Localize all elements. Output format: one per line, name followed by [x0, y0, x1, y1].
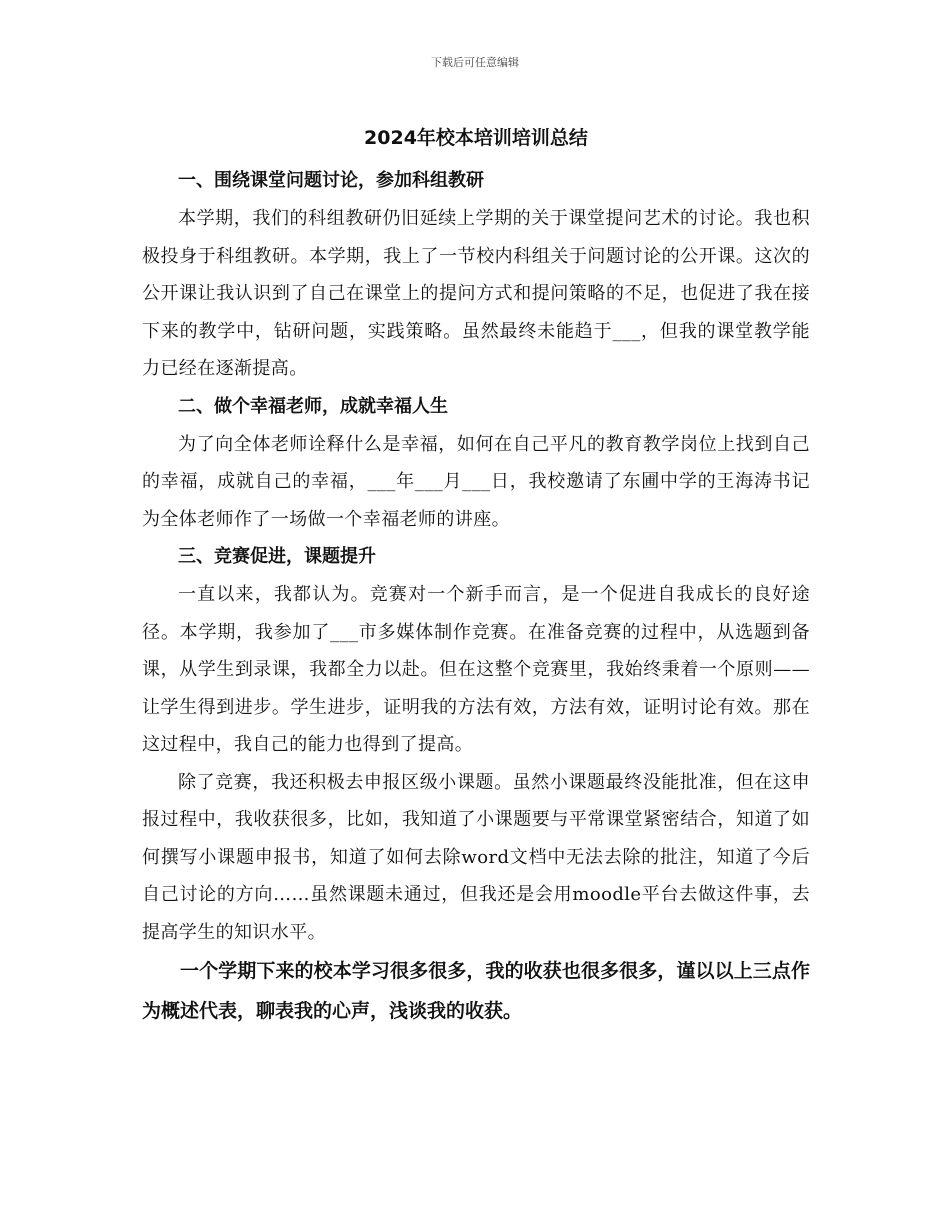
- section-paragraph: 本学期，我们的科组教研仍旧延续上学期的关于课堂提问艺术的讨论。我也积极投身于科组教研。本学期，我上了一节校内科组关于问题讨论的公开课。这次的公开课让我认识到了自己在课堂上的提问方式和提问策略的不足，也促进了我在接下来的教学中，钻研问题，实践策略。虽然最终未能趋于___，但我的课堂教学能力已经在逐渐提高。: [142, 208, 810, 379]
- page-header-note: 下载后可任意编辑: [431, 56, 519, 69]
- section-heading: 二、做个幸福老师，成就幸福人生: [178, 395, 448, 417]
- section-2: [142, 388, 810, 539]
- section-heading: 一、围绕课堂问题讨论，参加科组教研: [178, 170, 484, 191]
- section-heading: 三、竞赛促进，课题提升: [178, 546, 376, 567]
- document-body: [142, 118, 810, 1031]
- document-title: 2024年校本培训培训总结: [364, 127, 588, 149]
- section-paragraph: 除了竞赛，我还积极去申报区级小课题。虽然小课题最终没能批准，但在这申报过程中，我收获很多，比如，我知道了小课题要与平常课堂紧密结合，知道了如何撰写小课题申报书，知道了如何去除word文档中无法去除的批注，知道了今后自己讨论的方向……虽然课题未通过，但我还是会用moodle平台去做这件事，去提高学生的知识水平。: [142, 771, 810, 943]
- section-3: [142, 538, 810, 951]
- section-paragraph: 为了向全体老师诠释什么是幸福，如何在自己平凡的教育教学岗位上找到自己的幸福，成就自己的幸福，___年___月___日，我校邀请了东圃中学的王海涛书记为全体老师作了一场做一个幸福老师的讲座。: [142, 433, 810, 530]
- section-1: [142, 162, 810, 388]
- closing-paragraph: 一个学期下来的校本学习很多很多，我的收获也很多很多，谨以以上三点作为概述代表，聊表我的心声，浅谈我的收获。: [142, 960, 810, 1022]
- section-paragraph: 一直以来，我都认为。竞赛对一个新手而言，是一个促进自我成长的良好途径。本学期，我参加了___市多媒体制作竞赛。在准备竞赛的过程中，从选题到备课，从学生到录课，我都全力以赴。但在这整个竞赛里，我始终秉着一个原则——让学生得到进步。学生进步，证明我的方法有效，方法有效，证明讨论有效。那在这过程中，我自己的能力也得到了提高。: [142, 584, 810, 755]
